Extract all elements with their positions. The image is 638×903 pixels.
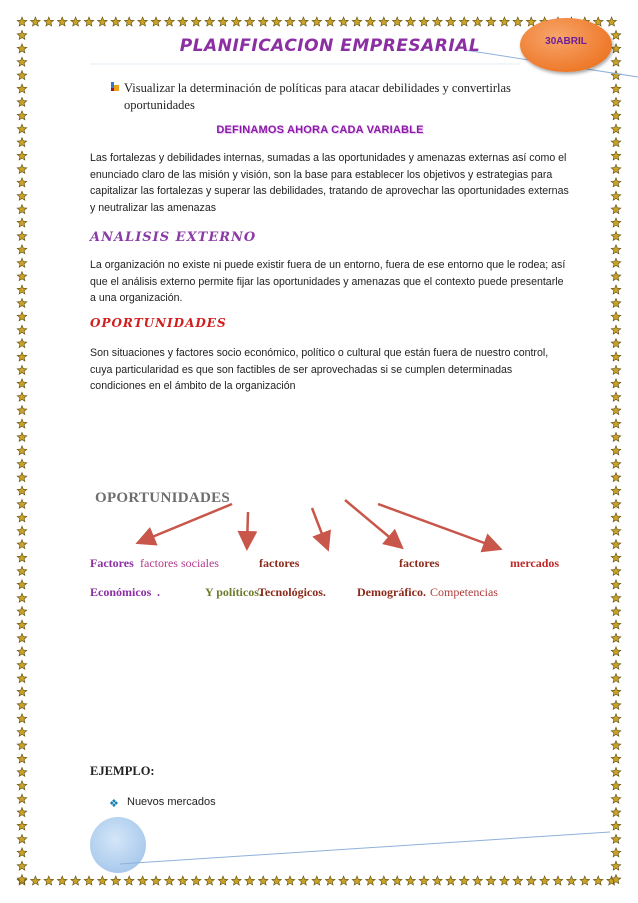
- border-star: [611, 379, 621, 388]
- border-star: [17, 231, 27, 240]
- opportunities-text: Son situaciones y factores socio económico, político o cultural que están fuera de nuestro control, cuya particularidad es que son factibles de ser aprovechadas si se cumplen determinadas condiciones en el ámbito de la organización: [90, 347, 549, 392]
- border-star: [17, 379, 27, 388]
- border-star: [611, 406, 621, 415]
- border-star: [17, 352, 27, 361]
- border-star: [17, 339, 27, 348]
- border-star: [17, 272, 27, 281]
- border-star: [17, 138, 27, 147]
- border-star: [17, 647, 27, 656]
- border-star: [17, 419, 27, 428]
- factor-4-b: Demográfico.: [357, 585, 426, 599]
- border-star: [611, 741, 621, 750]
- border-star: [611, 258, 621, 267]
- border-star: [611, 419, 621, 428]
- border-star: [17, 700, 27, 709]
- border-star: [611, 365, 621, 374]
- arrow-4: [345, 500, 400, 546]
- bullet-icon: [110, 82, 120, 92]
- border-star: [611, 124, 621, 133]
- diagram-arrows: [0, 490, 638, 560]
- intro-bullet-text: Visualizar la determinación de políticas para atacar debilidades y convertirlas oportunidades: [124, 81, 511, 112]
- border-star: [611, 298, 621, 307]
- border-star: [17, 218, 27, 227]
- border-star: [17, 432, 27, 441]
- factor-2-b: Y políticos.: [205, 585, 262, 599]
- border-star: [611, 633, 621, 642]
- border-star: [611, 727, 621, 736]
- arrow-3: [312, 508, 327, 547]
- border-star: [17, 365, 27, 374]
- border-star: [611, 205, 621, 214]
- border-star: [17, 392, 27, 401]
- border-star: [611, 620, 621, 629]
- border-star: [611, 767, 621, 776]
- border-star: [611, 700, 621, 709]
- date-badge: 30ABRIL: [545, 36, 587, 47]
- border-star: [17, 446, 27, 455]
- border-star: [17, 258, 27, 267]
- border-star: [611, 218, 621, 227]
- border-star: [17, 205, 27, 214]
- border-star: [17, 285, 27, 294]
- diagram-heading: OPORTUNIDADES: [95, 490, 231, 506]
- border-star: [611, 392, 621, 401]
- border-star: [611, 352, 621, 361]
- factor-3: factores: [259, 556, 300, 570]
- border-star: [611, 794, 621, 803]
- border-star: [611, 339, 621, 348]
- diamond-bullet-icon: ❖: [109, 798, 119, 810]
- opportunities-heading: OPORTUNIDADES: [90, 316, 227, 330]
- border-star: [17, 459, 27, 468]
- border-star: [17, 178, 27, 187]
- border-star: [611, 164, 621, 173]
- arrow-1: [140, 504, 232, 542]
- border-star: [17, 325, 27, 334]
- border-star: [17, 298, 27, 307]
- border-star: [17, 633, 27, 642]
- border-star: [611, 714, 621, 723]
- border-star: [611, 459, 621, 468]
- border-star: [611, 674, 621, 683]
- border-star: [611, 272, 621, 281]
- border-star: [17, 164, 27, 173]
- border-star: [611, 593, 621, 602]
- factor-1-a: Factores: [90, 556, 134, 570]
- border-star: [17, 674, 27, 683]
- factor-3-b: Tecnológicos.: [258, 585, 326, 599]
- border-star: [17, 245, 27, 254]
- example-heading: EJEMPLO:: [90, 764, 155, 778]
- border-star: [17, 473, 27, 482]
- border-star: [17, 794, 27, 803]
- border-star: [17, 660, 27, 669]
- border-star: [611, 325, 621, 334]
- border-star: [611, 647, 621, 656]
- border-star: [611, 245, 621, 254]
- border-star: [611, 754, 621, 763]
- border-star: [17, 727, 27, 736]
- border-star: [611, 312, 621, 321]
- border-star: [17, 741, 27, 750]
- factor-1-b: Económicos: [90, 585, 152, 599]
- border-star: [611, 231, 621, 240]
- factor-5: mercados: [510, 556, 560, 570]
- factor-4: factores: [399, 556, 440, 570]
- border-star: [611, 285, 621, 294]
- border-star: [611, 808, 621, 817]
- border-star: [611, 607, 621, 616]
- border-star: [611, 432, 621, 441]
- factor-5-b: Competencias: [430, 585, 498, 599]
- border-star: [17, 151, 27, 160]
- intro-paragraph: Las fortalezas y debilidades internas, sumadas a las oportunidades y amenazas externas así como el enunciado claro de las misión y visión, son la base para establecer los objetivos y estrategias para capitalizar las fortalezas y superar las debilidades, tratando de aprovechar las oportunidades externas y neutralizar las amenazas: [90, 152, 569, 214]
- border-star: [17, 312, 27, 321]
- border-star: [611, 687, 621, 696]
- border-star: [17, 191, 27, 200]
- border-star: [17, 767, 27, 776]
- factor-2: factores sociales: [140, 556, 219, 570]
- example-item: Nuevos mercados: [127, 796, 216, 808]
- arrow-2: [247, 512, 248, 546]
- border-star: [17, 620, 27, 629]
- border-star: [611, 446, 621, 455]
- external-analysis-text: La organización no existe ni puede existir fuera de un entorno, fuera de ese entorno que le rodea; así que el análisis externo permite fijar las oportunidades y amenazas que el contexto puede presentarle a una organización.: [90, 259, 566, 304]
- external-analysis-heading: ANALISIS EXTERNO: [90, 230, 257, 245]
- border-star: [611, 566, 621, 575]
- border-star: [611, 191, 621, 200]
- border-star: [611, 660, 621, 669]
- border-star: [611, 473, 621, 482]
- section-heading: DEFINAMOS AHORA CADA VARIABLE: [216, 124, 424, 136]
- border-star: [611, 178, 621, 187]
- border-star: [17, 580, 27, 589]
- border-star: [17, 781, 27, 790]
- page-title: PLANIFICACION EMPRESARIAL: [179, 36, 481, 56]
- border-star: [17, 593, 27, 602]
- border-star: [17, 124, 27, 133]
- border-star: [611, 151, 621, 160]
- border-star: [17, 566, 27, 575]
- border-star: [17, 754, 27, 763]
- footer-line: [0, 820, 638, 880]
- border-star: [611, 138, 621, 147]
- factor-1-b-period: .: [157, 585, 160, 599]
- border-star: [17, 406, 27, 415]
- border-star: [17, 714, 27, 723]
- border-star: [611, 781, 621, 790]
- border-star: [17, 607, 27, 616]
- border-star: [611, 580, 621, 589]
- border-star: [17, 687, 27, 696]
- border-star: [17, 808, 27, 817]
